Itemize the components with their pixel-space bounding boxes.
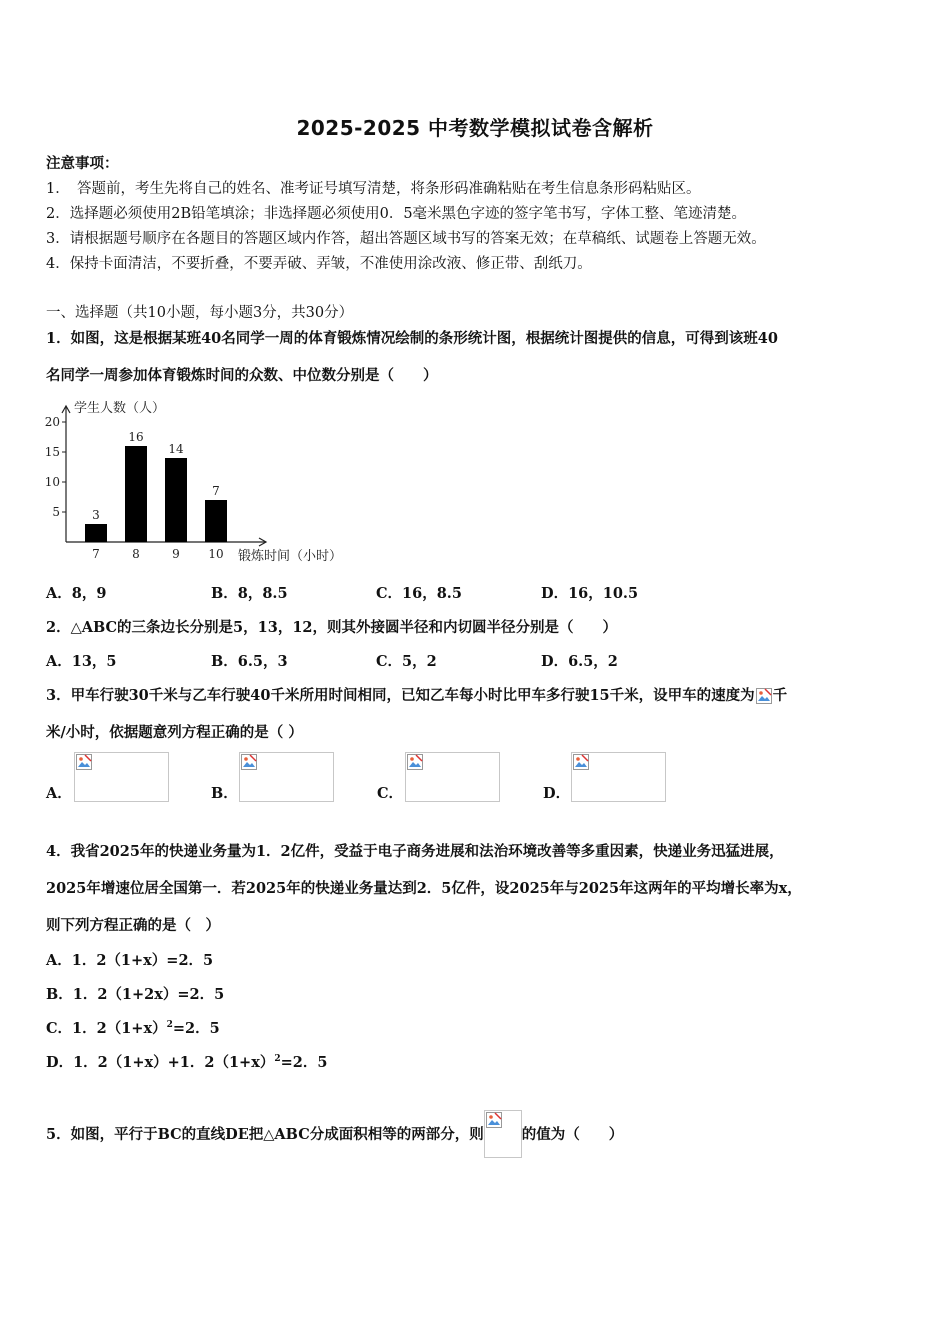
q4-option-c-pre: C．1．2（1+x） — [46, 1020, 167, 1037]
q2-option-b[interactable]: B．6.5，3 — [211, 653, 288, 670]
q2-option-c[interactable]: C．5，2 — [376, 653, 437, 670]
q1-option-c[interactable]: C．16，8.5 — [376, 585, 462, 602]
q1-option-d[interactable]: D．16，10.5 — [541, 585, 639, 602]
q2-option-a[interactable]: A．13，5 — [46, 653, 117, 670]
q1-options — [46, 582, 906, 603]
broken-image-icon — [755, 687, 773, 705]
y-tick-label: 15 — [44, 445, 60, 459]
q3-option-a-label: A． — [46, 785, 72, 802]
q4-option-c[interactable] — [46, 1017, 220, 1038]
q4-text-line1: 4．我省2025年的快递业务量为1．2亿件，受益于电子商务进展和法治环境改善等多重因素，快递业务迅猛进展， — [46, 843, 784, 860]
y-axis-label: 学生人数（人） — [74, 401, 166, 416]
q4-option-d-post: =2．5 — [280, 1054, 328, 1071]
q5-text-post: 的值为（ ） — [521, 1126, 624, 1143]
q3-text-line1 — [46, 684, 787, 705]
q1-option-a[interactable]: A．8，9 — [46, 585, 107, 602]
x-tick-label: 10 — [208, 547, 224, 561]
broken-image-icon — [74, 752, 169, 802]
q3-text-line2: 米/小时，依据题意列方程正确的是（ ） — [46, 724, 303, 741]
broken-image-icon — [571, 752, 666, 802]
q4-option-d-exponent: 2 — [274, 1054, 281, 1065]
q2-options — [46, 650, 906, 671]
q3-text-line1-tail: 千 — [772, 687, 788, 704]
notice-item: 3．请根据题号顺序在各题目的答题区域内作答，超出答题区域书写的答案无效；在草稿纸、试题卷上答题无效。 — [46, 231, 766, 247]
q4-text-line3: 则下列方程正确的是（ ） — [46, 917, 220, 934]
bar — [85, 524, 107, 542]
broken-image-icon — [484, 1110, 522, 1158]
broken-image-icon — [239, 752, 334, 802]
chart-bars — [85, 446, 227, 542]
x-tick-label: 9 — [172, 547, 180, 561]
q1-text-line1: 1．如图，这是根据某班40名同学一周的体育锻炼情况绘制的条形统计图，根据统计图提供的信息，可得到该班40 — [46, 330, 778, 347]
q4-option-d[interactable] — [46, 1051, 327, 1072]
q1-text-line2: 名同学一周参加体育锻炼时间的众数、中位数分别是（ ） — [46, 367, 438, 384]
q4-option-b[interactable]: B．1．2（1+2x）=2．5 — [46, 986, 225, 1003]
notice-item: 2．选择题必须使用2B铅笔填涂；非选择题必须使用0．5毫米黑色字迹的签字笔书写，字体工整、笔迹清楚。 — [46, 206, 747, 222]
x-tick-label: 7 — [92, 547, 100, 561]
y-tick-label: 10 — [44, 475, 60, 489]
q3-option-b-label: B． — [211, 785, 238, 802]
q2-text: 2．△ABC的三条边长分别是5，13，12，则其外接圆半径和内切圆半径分别是（ ） — [46, 619, 617, 636]
notice-heading: 注意事项： — [46, 155, 119, 172]
y-tick-label: 5 — [52, 505, 60, 519]
q4-option-d-pre: D．1．2（1+x）+1．2（1+x） — [46, 1054, 275, 1071]
section-heading: 一、选择题（共10小题，每小题3分，共30分） — [46, 305, 354, 321]
notice-item: 1． 答题前，考生先将自己的姓名、准考证号填写清楚，将条形码准确粘贴在考生信息条形码粘贴区。 — [46, 181, 701, 197]
q5-text — [46, 1110, 623, 1144]
bar-data-label: 3 — [92, 508, 100, 522]
bar-data-label: 7 — [212, 484, 220, 498]
bar — [205, 500, 227, 542]
page-title: 2025-2025 中考数学模拟试卷含解析 — [296, 116, 654, 140]
q1-option-b[interactable]: B．8，8.5 — [211, 585, 288, 602]
bar-chart — [44, 396, 374, 571]
bar-data-label: 16 — [128, 430, 144, 444]
q5-text-pre: 5．如图，平行于BC的直线DE把△ABC分成面积相等的两部分，则 — [46, 1126, 484, 1143]
y-tick-label: 20 — [44, 415, 60, 429]
x-tick-label: 8 — [132, 547, 140, 561]
q4-option-c-post: =2．5 — [172, 1020, 220, 1037]
bar — [165, 458, 187, 542]
notice-item: 4．保持卡面清洁，不要折叠，不要弄破、弄皱，不准使用涂改液、修正带、刮纸刀。 — [46, 256, 592, 272]
bar — [125, 446, 147, 542]
q2-option-d[interactable]: D．6.5，2 — [541, 653, 618, 670]
q4-option-c-exponent: 2 — [166, 1020, 173, 1031]
x-axis-label: 锻炼时间（小时） — [238, 549, 343, 564]
q3-text-line1-main: 3．甲车行驶30千米与乙车行驶40千米所用时间相同，已知乙车每小时比甲车多行驶15千米，设甲车的速度为 — [46, 687, 755, 704]
bar-data-label: 14 — [168, 442, 184, 456]
q3-option-d-label: D． — [543, 785, 571, 802]
q4-text-line2: 2025年增速位居全国第一．若2025年的快递业务量达到2．5亿件，设2025年与2025年这两年的平均增长率为x， — [46, 880, 802, 897]
q4-option-a[interactable]: A．1．2（1+x）=2．5 — [46, 952, 214, 969]
broken-image-icon — [405, 752, 500, 802]
q3-option-c-label: C． — [377, 785, 404, 802]
